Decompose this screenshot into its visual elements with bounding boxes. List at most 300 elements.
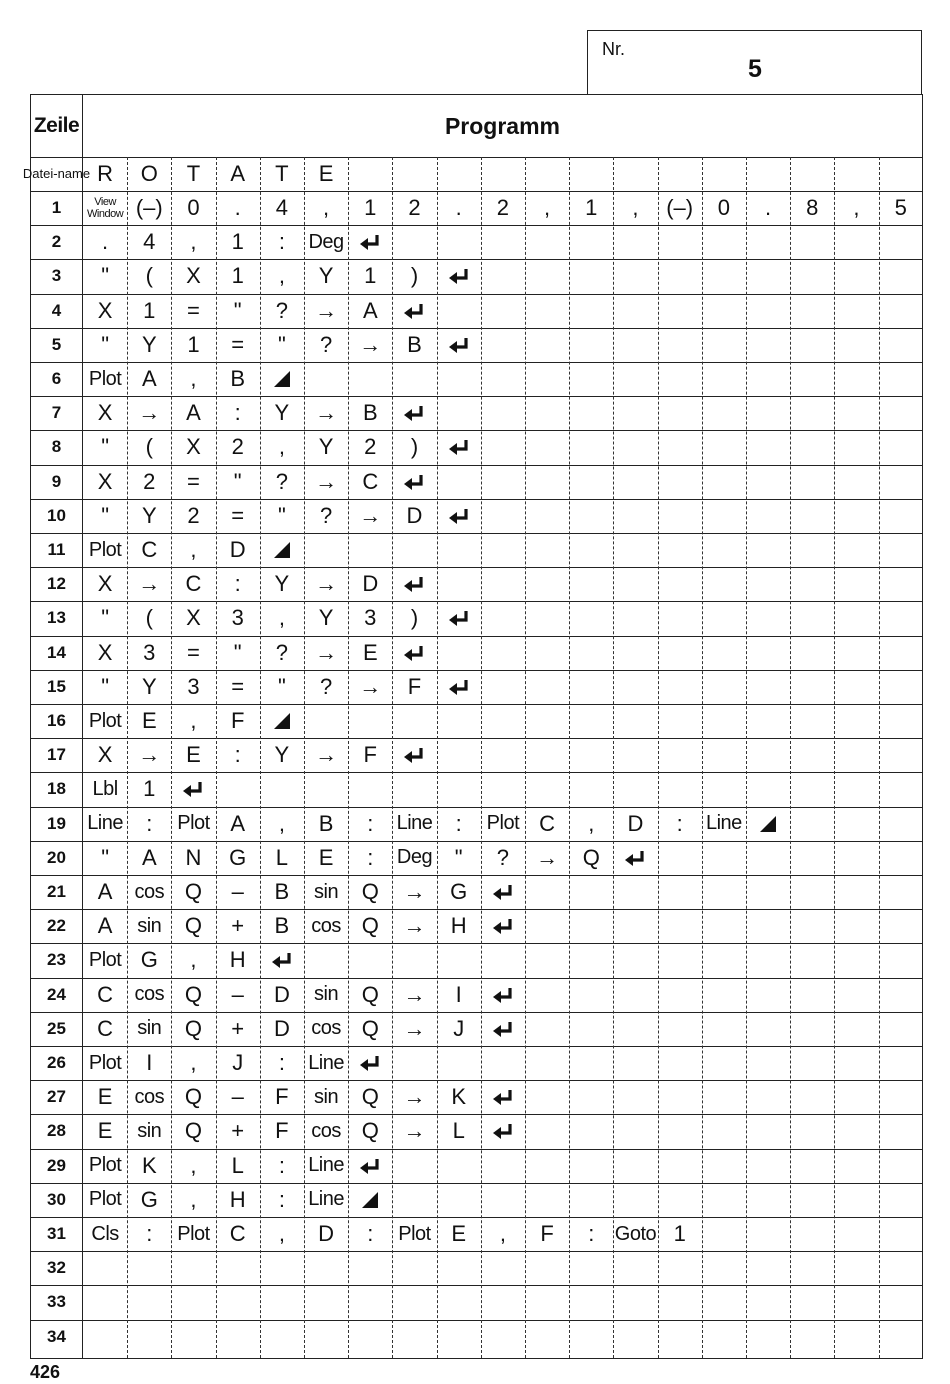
line-number: 17 bbox=[47, 745, 66, 765]
row-divider bbox=[31, 533, 922, 534]
program-cell: ( bbox=[145, 263, 153, 289]
line-number: 4 bbox=[51, 300, 62, 320]
program-cell: Plot bbox=[88, 1188, 122, 1211]
program-cell: 2 bbox=[143, 468, 156, 494]
program-cell: , bbox=[190, 366, 197, 392]
program-cell: " bbox=[233, 639, 242, 665]
line-number: 26 bbox=[47, 1053, 66, 1073]
program-cell: → bbox=[138, 400, 161, 426]
column-divider bbox=[304, 157, 305, 1358]
program-cell: 2 bbox=[187, 502, 200, 528]
program-cell: → bbox=[359, 502, 382, 528]
program-cell: X bbox=[186, 605, 201, 631]
program-cell: . bbox=[455, 195, 462, 221]
program-cell: → bbox=[315, 639, 338, 665]
return-arrow-icon bbox=[392, 396, 436, 430]
program-cell: : bbox=[278, 1186, 285, 1212]
line-number: 2 bbox=[51, 232, 62, 252]
program-cell: L bbox=[452, 1118, 465, 1144]
program-cell: → bbox=[403, 913, 426, 939]
program-cell: – bbox=[231, 1084, 244, 1110]
program-cell: → bbox=[403, 1118, 426, 1144]
row-divider bbox=[31, 1320, 922, 1321]
line-number: 6 bbox=[51, 369, 62, 389]
program-cell: → bbox=[403, 1015, 426, 1041]
number-label: Nr. bbox=[602, 39, 626, 59]
line-number: 9 bbox=[51, 471, 62, 491]
program-cell: Plot bbox=[88, 1154, 122, 1177]
program-cell: → bbox=[536, 844, 559, 870]
program-cell: C bbox=[185, 571, 202, 597]
line-number: 30 bbox=[47, 1189, 66, 1209]
program-cell: " bbox=[277, 502, 286, 528]
program-cell: " bbox=[454, 844, 463, 870]
zeile-header: Zeile bbox=[33, 114, 80, 137]
program-cell: Line bbox=[396, 812, 433, 835]
program-cell: B bbox=[230, 366, 246, 392]
line-number: 15 bbox=[47, 676, 66, 696]
program-cell: " bbox=[101, 263, 109, 289]
program-cell: : bbox=[455, 810, 462, 836]
column-divider bbox=[834, 157, 835, 1358]
program-cell: Q bbox=[184, 1118, 203, 1144]
program-cell: sin bbox=[314, 1085, 339, 1108]
program-cell: ) bbox=[410, 434, 419, 460]
display-triangle-icon bbox=[746, 807, 790, 841]
program-cell: L bbox=[275, 844, 289, 870]
program-cell: F bbox=[275, 1118, 289, 1144]
row-divider bbox=[31, 157, 922, 158]
program-cell: D bbox=[406, 502, 423, 528]
display-triangle-icon bbox=[260, 533, 304, 567]
program-cell: 1 bbox=[364, 263, 377, 289]
program-cell: ( bbox=[145, 434, 153, 460]
line-number: 25 bbox=[47, 1018, 66, 1038]
program-cell: Lbl bbox=[92, 777, 118, 800]
program-cell: 2 bbox=[408, 195, 421, 221]
program-cell: = bbox=[231, 331, 245, 357]
program-cell: ) bbox=[410, 263, 419, 289]
program-cell: → bbox=[138, 742, 161, 768]
program-cell: = bbox=[231, 673, 245, 699]
program-cell: = bbox=[231, 502, 245, 528]
program-cell: G bbox=[140, 1186, 158, 1212]
return-arrow-icon bbox=[481, 1012, 525, 1046]
program-cell: , bbox=[278, 605, 285, 631]
program-cell: , bbox=[190, 1152, 197, 1178]
return-arrow-icon bbox=[392, 294, 436, 328]
line-number: 18 bbox=[47, 779, 66, 799]
row-divider bbox=[31, 499, 922, 500]
program-cell: sin bbox=[137, 914, 162, 937]
program-cell: X bbox=[97, 297, 113, 323]
program-cell: E bbox=[97, 1084, 113, 1110]
program-cell: F bbox=[540, 1221, 554, 1247]
line-number: 14 bbox=[47, 642, 66, 662]
program-cell: G bbox=[450, 879, 468, 905]
return-arrow-icon bbox=[437, 601, 481, 635]
program-cell: 1 bbox=[143, 297, 156, 323]
program-cell: X bbox=[97, 400, 113, 426]
filename-char: T bbox=[186, 161, 201, 187]
program-cell: cos bbox=[134, 880, 165, 903]
filename-char: A bbox=[230, 161, 246, 187]
program-cell: Y bbox=[274, 400, 290, 426]
program-cell: Plot bbox=[177, 812, 210, 835]
column-divider bbox=[613, 157, 614, 1358]
program-cell: cos bbox=[134, 1085, 165, 1108]
program-cell: Line bbox=[705, 812, 742, 835]
column-divider bbox=[879, 157, 880, 1358]
row-divider bbox=[31, 670, 922, 671]
row-divider bbox=[31, 1080, 922, 1081]
program-cell: (–) bbox=[135, 195, 163, 221]
program-cell: ? bbox=[319, 331, 333, 357]
program-cell: , bbox=[853, 195, 860, 221]
program-cell: H bbox=[229, 947, 246, 973]
program-cell: = bbox=[187, 297, 200, 323]
program-cell: K bbox=[141, 1152, 157, 1178]
program-cell: , bbox=[190, 537, 197, 563]
program-cell: X bbox=[97, 639, 113, 665]
program-cell: – bbox=[231, 879, 244, 905]
row-divider bbox=[31, 807, 922, 808]
program-cell: ( bbox=[145, 605, 153, 631]
program-cell: : bbox=[367, 1221, 374, 1247]
line-number: 1 bbox=[51, 198, 62, 218]
program-cell: + bbox=[231, 1118, 245, 1144]
program-cell: H bbox=[450, 913, 467, 939]
program-cell: Plot bbox=[88, 538, 122, 561]
program-cell: , bbox=[190, 947, 197, 973]
program-cell: – bbox=[231, 981, 244, 1007]
program-cell: Q bbox=[582, 844, 600, 870]
filename-char: R bbox=[97, 161, 114, 187]
program-cell: X bbox=[186, 263, 201, 289]
program-cell: Deg bbox=[308, 230, 344, 253]
program-cell: X bbox=[97, 468, 113, 494]
program-cell: Line bbox=[87, 812, 123, 835]
program-cell: 3 bbox=[364, 605, 377, 631]
row-divider bbox=[31, 1114, 922, 1115]
program-cell: : bbox=[234, 742, 241, 768]
column-divider bbox=[525, 157, 526, 1358]
program-cell: Y bbox=[274, 571, 290, 597]
program-cell: ? bbox=[275, 468, 289, 494]
program-cell: . bbox=[234, 195, 241, 221]
program-cell: → bbox=[315, 742, 338, 768]
program-cell: N bbox=[185, 844, 202, 870]
row-number-divider bbox=[82, 95, 83, 1358]
program-cell: : bbox=[278, 229, 285, 255]
program-cell: A bbox=[186, 400, 201, 426]
program-cell: A bbox=[141, 844, 157, 870]
row-divider bbox=[31, 294, 922, 295]
program-cell: B bbox=[274, 879, 290, 905]
line-number: 10 bbox=[47, 505, 66, 525]
return-arrow-icon bbox=[348, 225, 392, 259]
column-divider bbox=[260, 157, 261, 1358]
program-cell: " bbox=[101, 844, 109, 870]
program-cell: B bbox=[274, 913, 290, 939]
return-arrow-icon bbox=[260, 943, 304, 977]
line-number: 13 bbox=[47, 608, 66, 628]
programm-header: Programm bbox=[444, 112, 561, 139]
program-cell: ? bbox=[319, 673, 333, 699]
program-cell: → bbox=[359, 331, 382, 357]
program-cell: " bbox=[277, 673, 286, 699]
program-cell: : bbox=[146, 1221, 153, 1247]
program-cell: : bbox=[676, 810, 683, 836]
program-cell: Q bbox=[184, 1084, 203, 1110]
program-cell: 1 bbox=[673, 1221, 686, 1247]
program-cell: , bbox=[632, 195, 639, 221]
program-cell: : bbox=[234, 400, 241, 426]
program-cell: sin bbox=[314, 983, 339, 1006]
row-divider bbox=[31, 738, 922, 739]
return-arrow-icon bbox=[437, 670, 481, 704]
return-arrow-icon bbox=[171, 772, 215, 806]
row-divider bbox=[31, 841, 922, 842]
column-divider bbox=[348, 157, 349, 1358]
program-cell: , bbox=[278, 434, 285, 460]
line-number: 7 bbox=[51, 403, 62, 423]
program-cell: 0 bbox=[187, 195, 200, 221]
display-triangle-icon bbox=[260, 362, 304, 396]
column-divider bbox=[790, 157, 791, 1358]
program-cell: 3 bbox=[143, 639, 156, 665]
program-cell: F bbox=[407, 673, 422, 699]
program-cell: " bbox=[101, 434, 109, 460]
program-cell: D bbox=[273, 1015, 290, 1041]
program-sheet bbox=[22, 94, 923, 1359]
line-number: 12 bbox=[47, 574, 66, 594]
program-cell: A bbox=[362, 297, 378, 323]
line-number: 21 bbox=[47, 882, 66, 902]
program-cell: J bbox=[453, 1015, 465, 1041]
return-arrow-icon bbox=[481, 1114, 525, 1148]
row-divider bbox=[31, 328, 922, 329]
program-cell: Y bbox=[318, 605, 334, 631]
program-cell: A bbox=[97, 913, 113, 939]
program-cell: 3 bbox=[187, 673, 200, 699]
return-arrow-icon bbox=[392, 636, 436, 670]
program-cell: sin bbox=[137, 1119, 162, 1142]
program-cell: Y bbox=[141, 673, 157, 699]
row-divider bbox=[31, 259, 922, 260]
program-cell: I bbox=[146, 1050, 153, 1076]
program-cell: A bbox=[141, 366, 157, 392]
program-cell: " bbox=[233, 468, 242, 494]
program-cell: Q bbox=[184, 913, 203, 939]
program-cell: ? bbox=[275, 639, 289, 665]
row-divider bbox=[31, 704, 922, 705]
program-cell: 5 bbox=[894, 195, 907, 221]
column-divider bbox=[746, 157, 747, 1358]
program-cell: E bbox=[141, 708, 157, 734]
program-cell: 1 bbox=[187, 331, 200, 357]
program-cell: , bbox=[278, 1221, 285, 1247]
program-cell: G bbox=[140, 947, 158, 973]
return-arrow-icon bbox=[392, 738, 436, 772]
program-cell: 3 bbox=[231, 605, 244, 631]
program-cell: , bbox=[499, 1221, 506, 1247]
program-cell: 1 bbox=[364, 195, 377, 221]
program-cell: 2 bbox=[364, 434, 377, 460]
program-cell: Deg bbox=[396, 846, 433, 869]
program-cell: : bbox=[234, 571, 241, 597]
program-cell: I bbox=[455, 981, 462, 1007]
program-cell: F bbox=[230, 708, 245, 734]
program-cell: 1 bbox=[231, 229, 244, 255]
return-arrow-icon bbox=[437, 259, 481, 293]
filename-char: T bbox=[275, 161, 289, 187]
program-cell: Q bbox=[361, 913, 379, 939]
column-divider bbox=[437, 157, 438, 1358]
return-arrow-icon bbox=[437, 328, 481, 362]
column-divider bbox=[702, 157, 703, 1358]
program-cell: → bbox=[403, 981, 426, 1007]
program-cell: → bbox=[315, 400, 338, 426]
program-cell: A bbox=[97, 879, 113, 905]
program-cell: C bbox=[97, 1015, 114, 1041]
row-divider bbox=[31, 943, 922, 944]
program-cell: : bbox=[367, 844, 374, 870]
return-arrow-icon bbox=[613, 841, 657, 875]
program-cell: Plot bbox=[88, 1051, 122, 1074]
program-cell: A bbox=[230, 810, 246, 836]
program-cell: C bbox=[362, 468, 379, 494]
program-cell: " bbox=[277, 331, 286, 357]
row-divider bbox=[31, 1149, 922, 1150]
row-divider bbox=[31, 362, 922, 363]
program-cell: 4 bbox=[275, 195, 289, 221]
program-cell: , bbox=[190, 1186, 197, 1212]
program-cell: " bbox=[233, 297, 242, 323]
program-cell: Q bbox=[184, 981, 203, 1007]
program-cell: 1 bbox=[585, 195, 598, 221]
program-cell: , bbox=[190, 1050, 197, 1076]
program-cell: = bbox=[187, 468, 200, 494]
row-divider bbox=[31, 1012, 922, 1013]
line-number: 22 bbox=[47, 916, 66, 936]
program-cell: Line bbox=[308, 1154, 344, 1177]
program-cell: cos bbox=[311, 1017, 341, 1040]
line-number: 31 bbox=[47, 1224, 66, 1244]
return-arrow-icon bbox=[437, 499, 481, 533]
program-cell: " bbox=[101, 502, 109, 528]
return-arrow-icon bbox=[392, 465, 436, 499]
program-cell: , bbox=[544, 195, 551, 221]
program-cell: → bbox=[315, 468, 338, 494]
line-number: 16 bbox=[47, 711, 66, 731]
page-number: 426 bbox=[30, 1362, 61, 1382]
program-cell: C bbox=[229, 1221, 246, 1247]
line-number: 20 bbox=[47, 847, 66, 867]
program-cell: H bbox=[229, 1186, 246, 1212]
program-cell: D bbox=[273, 981, 290, 1007]
filename-char: E bbox=[318, 161, 334, 187]
program-cell: , bbox=[278, 263, 285, 289]
program-cell: . bbox=[765, 195, 772, 221]
row-divider bbox=[31, 636, 922, 637]
program-cell: Q bbox=[361, 981, 379, 1007]
return-arrow-icon bbox=[392, 567, 436, 601]
program-cell: X bbox=[186, 434, 201, 460]
program-cell: 4 bbox=[143, 229, 156, 255]
program-cell: Q bbox=[361, 879, 379, 905]
display-triangle-icon bbox=[260, 704, 304, 738]
program-cell: Goto bbox=[614, 1222, 657, 1245]
program-cell: Y bbox=[318, 263, 334, 289]
program-number: 5 bbox=[748, 55, 762, 83]
return-arrow-icon bbox=[481, 909, 525, 943]
row-divider bbox=[31, 1285, 922, 1286]
line-number: 32 bbox=[47, 1258, 66, 1278]
program-cell: B bbox=[362, 400, 378, 426]
program-cell: F bbox=[363, 742, 377, 768]
program-cell: , bbox=[190, 229, 197, 255]
line-number: 28 bbox=[47, 1121, 66, 1141]
program-cell: Q bbox=[361, 1084, 379, 1110]
program-cell: → bbox=[315, 297, 338, 323]
column-divider bbox=[171, 157, 172, 1358]
program-cell: K bbox=[451, 1084, 467, 1110]
row-divider bbox=[31, 465, 922, 466]
row-divider bbox=[31, 1251, 922, 1252]
display-triangle-icon bbox=[348, 1183, 392, 1217]
line-number: 11 bbox=[47, 540, 66, 560]
row-divider bbox=[31, 191, 922, 192]
program-cell: : bbox=[367, 810, 374, 836]
program-cell: " bbox=[101, 605, 109, 631]
row-divider bbox=[31, 1046, 922, 1047]
program-cell: ) bbox=[410, 605, 419, 631]
line-number: 23 bbox=[47, 950, 66, 970]
program-cell: Q bbox=[184, 1015, 203, 1041]
program-cell: D bbox=[627, 810, 644, 836]
program-cell: 8 bbox=[806, 195, 819, 221]
return-arrow-icon bbox=[481, 875, 525, 909]
line-number: 3 bbox=[51, 266, 62, 286]
program-cell: Plot bbox=[177, 1222, 210, 1245]
return-arrow-icon bbox=[481, 978, 525, 1012]
program-cell: View Window bbox=[87, 196, 124, 221]
program-cell: : bbox=[146, 810, 153, 836]
program-cell: Line bbox=[308, 1188, 344, 1211]
row-divider bbox=[31, 978, 922, 979]
program-cell: 1 bbox=[231, 263, 244, 289]
program-cell: sin bbox=[314, 880, 339, 903]
return-arrow-icon bbox=[481, 1080, 525, 1114]
program-cell: D bbox=[362, 571, 379, 597]
program-cell: Plot bbox=[88, 367, 122, 390]
program-cell: : bbox=[278, 1152, 285, 1178]
column-divider bbox=[127, 157, 128, 1358]
filename-char: O bbox=[140, 161, 158, 187]
program-cell: Y bbox=[141, 502, 157, 528]
program-cell: 0 bbox=[717, 195, 731, 221]
line-number: 5 bbox=[51, 334, 62, 354]
program-cell: L bbox=[231, 1152, 244, 1178]
program-cell: Line bbox=[308, 1051, 344, 1074]
program-cell: → bbox=[403, 879, 426, 905]
row-divider bbox=[31, 225, 922, 226]
row-divider bbox=[31, 567, 922, 568]
column-divider bbox=[216, 157, 217, 1358]
program-cell: E bbox=[362, 639, 378, 665]
return-arrow-icon bbox=[348, 1149, 392, 1183]
